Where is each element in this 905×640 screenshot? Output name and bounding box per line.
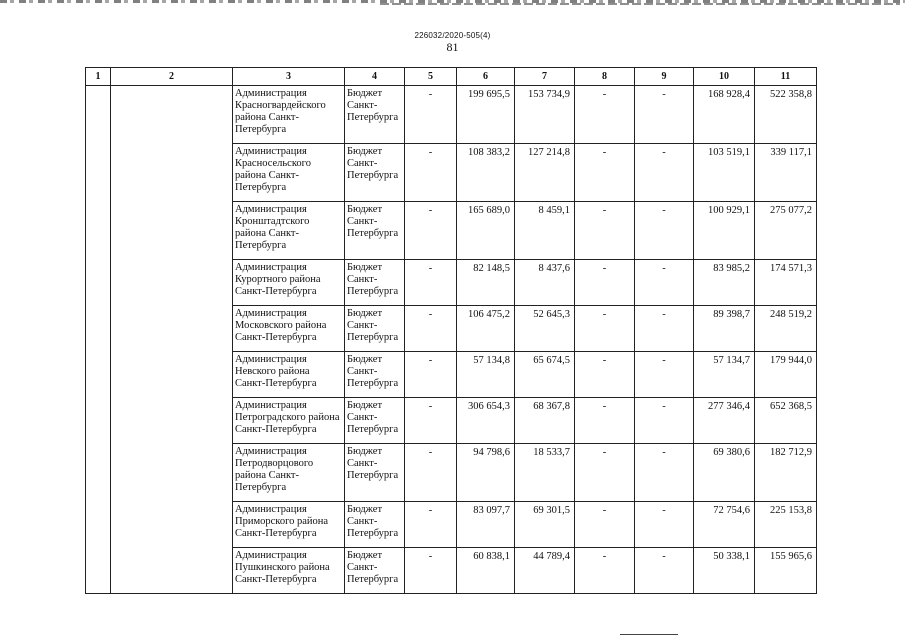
cell-col-8: - [575,306,635,352]
cell-col-10: 69 380,6 [694,444,755,502]
cell-col-8: - [575,144,635,202]
org-name-cell: Администрация Петроградского района Санкт-Петербурга [233,398,345,444]
cell-col-11: 182 712,9 [755,444,817,502]
cell-col-11: 179 944,0 [755,352,817,398]
funding-source-cell: Бюджет Санкт-Петербурга [345,444,405,502]
cell-col-5: - [405,260,457,306]
cell-col-7: 127 214,8 [515,144,575,202]
cell-col-10: 103 519,1 [694,144,755,202]
cell-col-10: 72 754,6 [694,502,755,548]
cell-col-5: - [405,502,457,548]
column-header: 6 [457,68,515,86]
cell-col-7: 8 437,6 [515,260,575,306]
org-name-cell: Администрация Петродворцового района Санкт-Петербурга [233,444,345,502]
column-header: 8 [575,68,635,86]
cell-col-10: 57 134,7 [694,352,755,398]
cell-col-5: - [405,398,457,444]
funding-source-cell: Бюджет Санкт-Петербурга [345,306,405,352]
column-header: 10 [694,68,755,86]
column-header: 3 [233,68,345,86]
cell-col-5: - [405,306,457,352]
cell-col-1 [86,86,111,144]
table-row [86,398,817,444]
org-name-cell: Администрация Московского района Санкт-Петербурга [233,306,345,352]
cell-col-1 [86,398,111,444]
cell-col-1 [86,352,111,398]
cell-col-11: 225 153,8 [755,502,817,548]
cell-col-5: - [405,352,457,398]
org-name-cell: Администрация Пушкинского района Санкт-Петербурга [233,548,345,594]
column-header: 9 [635,68,694,86]
cell-col-7: 153 734,9 [515,86,575,144]
cell-col-8: - [575,444,635,502]
cell-col-11: 275 077,2 [755,202,817,260]
cell-col-7: 44 789,4 [515,548,575,594]
cell-col-10: 83 985,2 [694,260,755,306]
cell-col-1 [86,260,111,306]
cell-col-2 [111,86,233,144]
table-row [86,144,817,202]
cell-col-8: - [575,352,635,398]
cell-col-11: 248 519,2 [755,306,817,352]
cell-col-9: - [635,398,694,444]
cell-col-2 [111,260,233,306]
cell-col-9: - [635,502,694,548]
cell-col-10: 277 346,4 [694,398,755,444]
org-name-cell: Администрация Кронштадтского района Санкт-Петербурга [233,202,345,260]
cell-col-9: - [635,260,694,306]
cell-col-8: - [575,202,635,260]
cell-col-8: - [575,502,635,548]
cell-col-6: 306 654,3 [457,398,515,444]
cell-col-1 [86,202,111,260]
cell-col-2 [111,502,233,548]
cell-col-2 [111,202,233,260]
cell-col-5: - [405,202,457,260]
cell-col-9: - [635,86,694,144]
cell-col-9: - [635,306,694,352]
scan-artifact-top-2 [380,3,900,5]
org-name-cell: Администрация Невского района Санкт-Петербурга [233,352,345,398]
cell-col-5: - [405,144,457,202]
cell-col-2 [111,144,233,202]
cell-col-1 [86,502,111,548]
column-header: 4 [345,68,405,86]
cell-col-10: 100 929,1 [694,202,755,260]
cell-col-5: - [405,444,457,502]
cell-col-5: - [405,86,457,144]
cell-col-1 [86,548,111,594]
cell-col-9: - [635,202,694,260]
page-number: 81 [446,40,459,54]
cell-col-11: 174 571,3 [755,260,817,306]
funding-source-cell: Бюджет Санкт-Петербурга [345,548,405,594]
cell-col-6: 165 689,0 [457,202,515,260]
table-row [86,306,817,352]
cell-col-11: 652 368,5 [755,398,817,444]
cell-col-6: 83 097,7 [457,502,515,548]
cell-col-8: - [575,260,635,306]
table-row [86,260,817,306]
cell-col-9: - [635,352,694,398]
cell-col-2 [111,398,233,444]
cell-col-9: - [635,144,694,202]
funding-source-cell: Бюджет Санкт-Петербурга [345,202,405,260]
cell-col-11: 522 358,8 [755,86,817,144]
table-row [86,202,817,260]
column-header: 1 [86,68,111,86]
cell-col-7: 18 533,7 [515,444,575,502]
cell-col-7: 69 301,5 [515,502,575,548]
cell-col-7: 8 459,1 [515,202,575,260]
funding-source-cell: Бюджет Санкт-Петербурга [345,260,405,306]
cell-col-6: 60 838,1 [457,548,515,594]
table-header-row [86,68,817,86]
org-name-cell: Администрация Красносельского района Санкт-Петербурга [233,144,345,202]
org-name-cell: Администрация Курортного района Санкт-Петербурга [233,260,345,306]
cell-col-7: 68 367,8 [515,398,575,444]
cell-col-10: 89 398,7 [694,306,755,352]
org-name-cell: Администрация Приморского района Санкт-Петербурга [233,502,345,548]
cell-col-6: 108 383,2 [457,144,515,202]
budget-table [85,67,817,594]
funding-source-cell: Бюджет Санкт-Петербурга [345,86,405,144]
cell-col-7: 65 674,5 [515,352,575,398]
cell-col-1 [86,444,111,502]
column-header: 5 [405,68,457,86]
funding-source-cell: Бюджет Санкт-Петербурга [345,502,405,548]
table-row [86,352,817,398]
document-id: 226032/2020-505(4) [414,31,491,40]
column-header: 2 [111,68,233,86]
funding-source-cell: Бюджет Санкт-Петербурга [345,352,405,398]
cell-col-6: 106 475,2 [457,306,515,352]
cell-col-8: - [575,86,635,144]
cell-col-8: - [575,398,635,444]
column-header: 11 [755,68,817,86]
cell-col-11: 339 117,1 [755,144,817,202]
column-header: 7 [515,68,575,86]
cell-col-2 [111,306,233,352]
cell-col-10: 168 928,4 [694,86,755,144]
table-row [86,502,817,548]
cell-col-2 [111,548,233,594]
cell-col-1 [86,144,111,202]
funding-source-cell: Бюджет Санкт-Петербурга [345,144,405,202]
cell-col-11: 155 965,6 [755,548,817,594]
cell-col-8: - [575,548,635,594]
cell-col-2 [111,444,233,502]
footer-rule [620,634,678,635]
funding-source-cell: Бюджет Санкт-Петербурга [345,398,405,444]
cell-col-9: - [635,548,694,594]
table-row [86,548,817,594]
cell-col-1 [86,306,111,352]
table-row [86,86,817,144]
cell-col-2 [111,352,233,398]
cell-col-7: 52 645,3 [515,306,575,352]
cell-col-5: - [405,548,457,594]
cell-col-9: - [635,444,694,502]
table-row [86,444,817,502]
cell-col-6: 94 798,6 [457,444,515,502]
cell-col-6: 199 695,5 [457,86,515,144]
cell-col-6: 82 148,5 [457,260,515,306]
org-name-cell: Администрация Красногвардейского района Санкт-Петербурга [233,86,345,144]
cell-col-10: 50 338,1 [694,548,755,594]
cell-col-6: 57 134,8 [457,352,515,398]
